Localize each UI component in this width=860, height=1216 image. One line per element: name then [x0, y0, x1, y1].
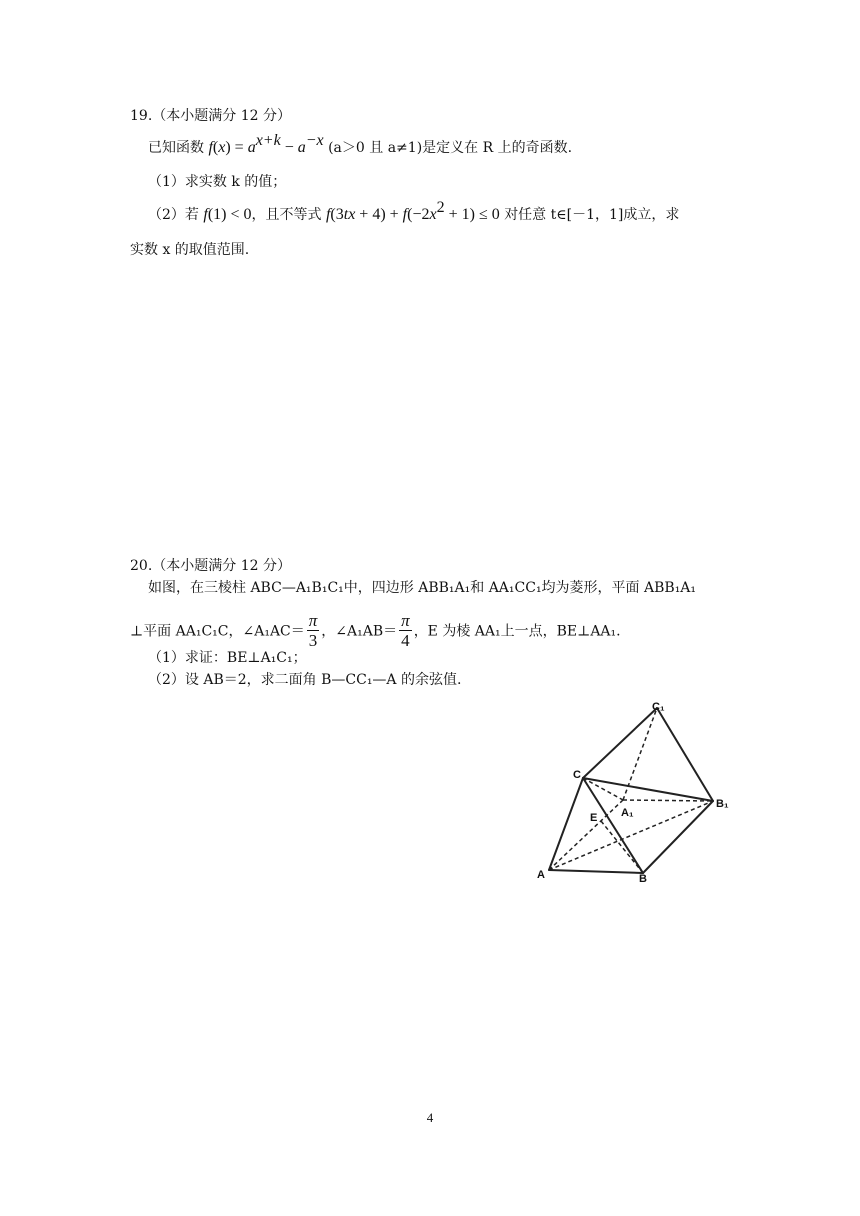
edge-c1b1	[657, 708, 713, 801]
q19-condition-formula: f	[203, 206, 208, 223]
label-c: C	[573, 769, 581, 781]
edge-a1c1	[623, 708, 657, 800]
q19-inequality-formula: f	[325, 206, 331, 223]
edge-a1b1	[623, 800, 713, 801]
segment-be	[601, 821, 643, 873]
edge-bb1	[643, 801, 713, 873]
prism-figure	[535, 698, 740, 883]
label-b: B	[639, 873, 647, 883]
edge-cc1	[583, 708, 657, 778]
q19-part2: （2）若 f(1) < 0，且不等式 $f(3tx + 4) + f(-2x^2 + 1) \le 0$ 对任意 t∈[－1，1]成立，求	[148, 199, 680, 223]
q20-line2: ⊥平面 AA₁C₁C，∠A₁AC＝ $\frac{\pi}{3}$ ，∠A₁AB＝ $\frac{\pi}{4}$ ，E 为棱 AA₁上一点，BE⊥AA₁.	[130, 611, 621, 650]
q19-part2-tail: 实数 x 的取值范围.	[130, 242, 250, 258]
q19-stem-condition: (a＞0 且 a≠1)是定义在 R 上的奇函数.	[328, 140, 573, 156]
q20-part1: （1）求证：BE⊥A₁C₁；	[148, 650, 307, 666]
edge-ac	[549, 778, 583, 870]
label-c1: C₁	[652, 701, 665, 713]
q20-part2: （2）设 AB＝2，求二面角 B—CC₁—A 的余弦值.	[148, 672, 462, 688]
q19-stem-prefix: 已知函数	[148, 140, 204, 156]
q20-header: 20.（本小题满分 12 分）	[130, 558, 291, 574]
q20-line1: 如图，在三棱柱 ABC—A₁B₁C₁中，四边形 ABB₁A₁和 AA₁CC₁均为菱形，平面 ABB₁A₁	[148, 580, 697, 596]
label-b1: B₁	[716, 798, 729, 810]
q19-stem: 已知函数 $f(x) = a^{x+k} - a^{-x}$ (a＞0 且 a≠1)是定义在 R 上的奇函数.	[148, 132, 573, 156]
q19-function-formula: f	[208, 139, 213, 156]
label-a: A	[537, 869, 545, 881]
edge-ab	[549, 870, 643, 873]
pi-over-3-fraction: $\frac{\pi}{3}$	[308, 611, 318, 650]
label-a1: A₁	[621, 807, 634, 819]
page-number: 4	[426, 1110, 434, 1125]
label-e: E	[590, 812, 598, 824]
pi-over-4-fraction: $\frac{\pi}{4}$	[401, 611, 410, 650]
edge-cb	[583, 778, 643, 873]
q19-part1: （1）求实数 k 的值；	[148, 174, 287, 190]
q19-header: 19.（本小题满分 12 分）	[130, 108, 291, 124]
